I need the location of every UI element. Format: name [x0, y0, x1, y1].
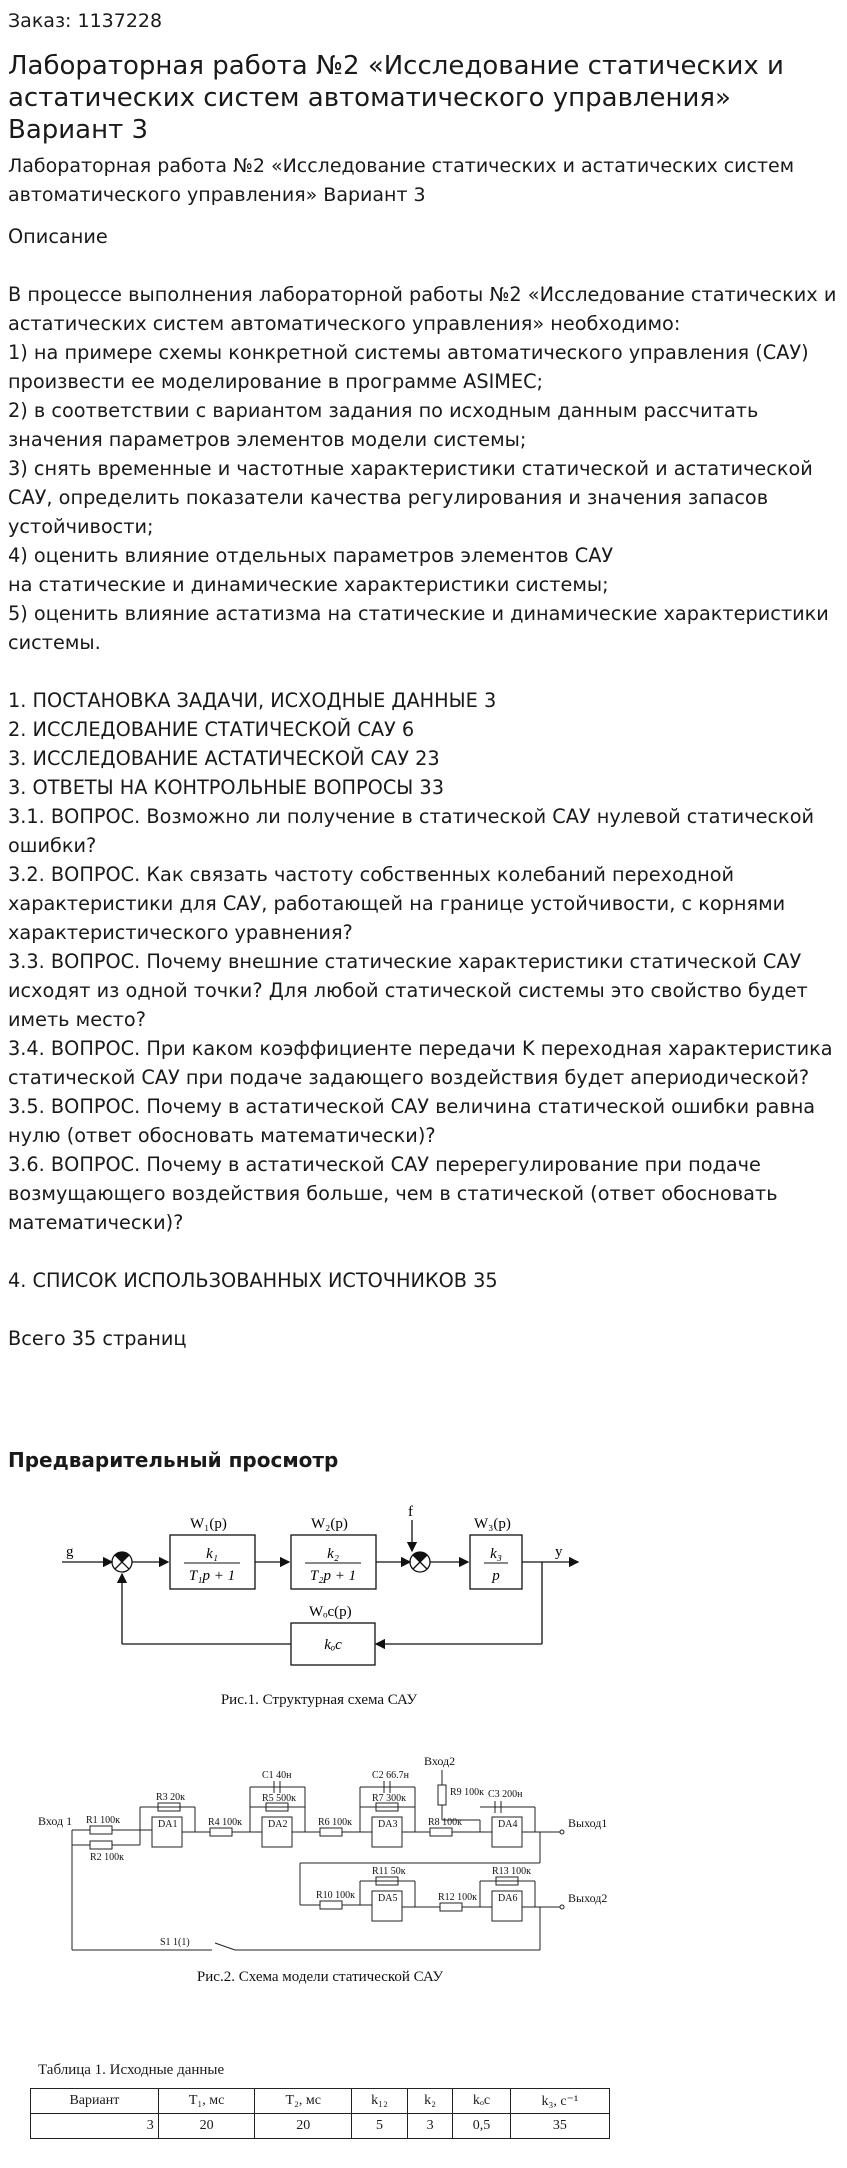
w1-denominator: T₁p + 1	[188, 1568, 236, 1584]
sources-item: 4. СПИСОК ИСПОЛЬЗОВАННЫХ ИСТОЧНИКОВ 35	[8, 1269, 498, 1292]
da2-label: DA2	[268, 1819, 288, 1830]
table-cell: 35	[510, 2114, 609, 2139]
contents-item: 3.6. ВОПРОС. Почему в астатической САУ перерегулирование при подаче возмущающего воздействия больше, чем в статической (ответ обосновать математически)?	[8, 1153, 778, 1234]
task-item: 1) на примере схемы конкретной системы автоматического управления (САУ) произвести ее моделирование в программе ASIMEC;	[8, 341, 809, 393]
table-header-cell: kₒc	[453, 2089, 511, 2114]
r1-label: R1 100к	[86, 1815, 121, 1826]
da5-label: DA5	[378, 1893, 398, 1904]
r11-label: R11 50к	[372, 1866, 406, 1877]
task-item: 3) снять временные и частотные характеристики статической и астатической САУ, определить показатели качества регулирования и значения запасов устойчивости;	[8, 457, 813, 538]
contents-item: 2. ИССЛЕДОВАНИЕ СТАТИЧЕСКОЙ САУ 6	[8, 718, 415, 741]
contents-item: 3.5. ВОПРОС. Почему в астатической САУ величина статической ошибки равна нулю (ответ обосновать математически)?	[8, 1095, 816, 1147]
figure2-caption: Рис.2. Схема модели статической САУ	[196, 1969, 444, 1985]
table-row	[31, 2114, 610, 2139]
contents-item: 1. ПОСТАНОВКА ЗАДАЧИ, ИСХОДНЫЕ ДАННЫЕ 3	[8, 689, 497, 712]
da3-label: DA3	[378, 1819, 398, 1830]
w1-numerator: k₁	[206, 1546, 218, 1562]
figure1-caption: Рис.1. Структурная схема САУ	[220, 1692, 418, 1708]
r3-label: R3 20к	[156, 1792, 186, 1803]
w1-label: W₁(p)	[190, 1516, 227, 1532]
r9-label: R9 100к	[450, 1787, 485, 1798]
page-title: Лабораторная работа №2 «Исследование статических и астатических систем автоматического управления» Вариант 3	[8, 51, 784, 145]
task-item: 2) в соответствии с вариантом задания по исходным данным рассчитать значения параметров элементов модели системы;	[8, 399, 759, 451]
r4-label: R4 100к	[208, 1817, 243, 1828]
output2-label: Выход2	[568, 1891, 608, 1905]
contents-item: 3.1. ВОПРОС. Возможно ли получение в статической САУ нулевой статической ошибки?	[8, 805, 815, 857]
preview-heading: Предварительный просмотр	[8, 1448, 339, 1472]
table-header-cell: T₁, мс	[158, 2089, 255, 2114]
s1-label: S1 1(1)	[160, 1937, 190, 1948]
order-number: Заказ: 1137228	[8, 10, 163, 32]
contents-item: 3. ИССЛЕДОВАНИЕ АСТАТИЧЕСКОЙ САУ 23	[8, 747, 440, 770]
source-data-table	[30, 2088, 610, 2139]
table-cell: 3	[31, 2114, 159, 2139]
input-label: g	[66, 1544, 74, 1560]
r10-label: R10 100к	[316, 1890, 356, 1901]
c1-label: C1 40н	[262, 1770, 292, 1781]
r5-label: R5 500к	[262, 1793, 297, 1804]
c3-label: C3 200н	[488, 1789, 523, 1800]
contents-item: 3.2. ВОПРОС. Как связать частоту собственных колебаний переходной характеристики для САУ, работающей на границе устойчивости, с корнями характеристического уравнения?	[8, 863, 786, 944]
disturbance-label: f	[408, 1504, 413, 1520]
r12-label: R12 100к	[438, 1892, 478, 1903]
table-header-row	[31, 2089, 610, 2114]
task-item: 4) оценить влияние отдельных параметров элементов САУ	[8, 544, 614, 567]
circuit-schematic	[0, 1745, 847, 1985]
task-item: 5) оценить влияние астатизма на статические и динамические характеристики системы.	[8, 602, 829, 654]
description-heading: Описание	[8, 225, 108, 248]
input1-label: Вход 1	[38, 1814, 73, 1828]
table-cell: 20	[255, 2114, 352, 2139]
w2-numerator: k₂	[327, 1546, 339, 1562]
da1-label: DA1	[158, 1819, 178, 1830]
w2-label: W₂(p)	[311, 1516, 348, 1532]
woc-content: kₒc	[324, 1637, 342, 1653]
c2-label: C2 66.7н	[372, 1770, 410, 1781]
woc-label: Wₒc(p)	[309, 1604, 352, 1620]
w3-denominator: p	[492, 1568, 500, 1584]
table-header-cell: Вариант	[31, 2089, 159, 2114]
table-cell: 5	[352, 2114, 408, 2139]
r6-label: R6 100к	[318, 1817, 353, 1828]
structure-diagram	[0, 1490, 847, 1740]
w2-denominator: T₂p + 1	[309, 1568, 357, 1584]
output-label: y	[555, 1544, 563, 1560]
contents-item: 3. ОТВЕТЫ НА КОНТРОЛЬНЫЕ ВОПРОСЫ 33	[8, 776, 444, 799]
da4-label: DA4	[498, 1819, 518, 1830]
table-cell: 3	[407, 2114, 452, 2139]
table-header-cell: k₃, c⁻¹	[510, 2089, 609, 2114]
r2-label: R2 100к	[90, 1852, 125, 1863]
document	[8, 8, 838, 1353]
table-header-cell: k₁₂	[352, 2089, 408, 2114]
input2-label: Вход2	[424, 1754, 456, 1768]
table-cell: 0,5	[453, 2114, 511, 2139]
task-item: на статические и динамические характеристики системы;	[8, 573, 609, 596]
contents-item: 3.4. ВОПРОС. При каком коэффициенте передачи K переходная характеристика статической САУ при подаче задающего воздействия будет апериодической?	[8, 1037, 833, 1089]
description-intro: В процессе выполнения лабораторной работы №2 «Исследование статических и астатических систем автоматического управления» необходимо:	[8, 283, 837, 335]
r13-label: R13 100к	[492, 1866, 532, 1877]
w3-label: W₃(p)	[474, 1516, 511, 1532]
description	[8, 222, 838, 1353]
table-header-cell: k₂	[407, 2089, 452, 2114]
r7-label: R7 300к	[372, 1793, 407, 1804]
page-subtitle: Лабораторная работа №2 «Исследование статических и астатических систем автоматического управления» Вариант 3	[8, 155, 795, 206]
table-header-cell: T₂, мс	[255, 2089, 352, 2114]
contents-item: 3.3. ВОПРОС. Почему внешние статические характеристики статической САУ исходят из одной точки? Для любой статической системы это свойство будет иметь место?	[8, 950, 808, 1031]
table-cell: 20	[158, 2114, 255, 2139]
w3-numerator: k₃	[490, 1546, 502, 1562]
da6-label: DA6	[498, 1893, 518, 1904]
output1-label: Выход1	[568, 1816, 608, 1830]
r8-label: R8 100к	[428, 1817, 463, 1828]
table-title: Таблица 1. Исходные данные	[38, 2062, 225, 2078]
total-pages: Всего 35 страниц	[8, 1327, 187, 1350]
